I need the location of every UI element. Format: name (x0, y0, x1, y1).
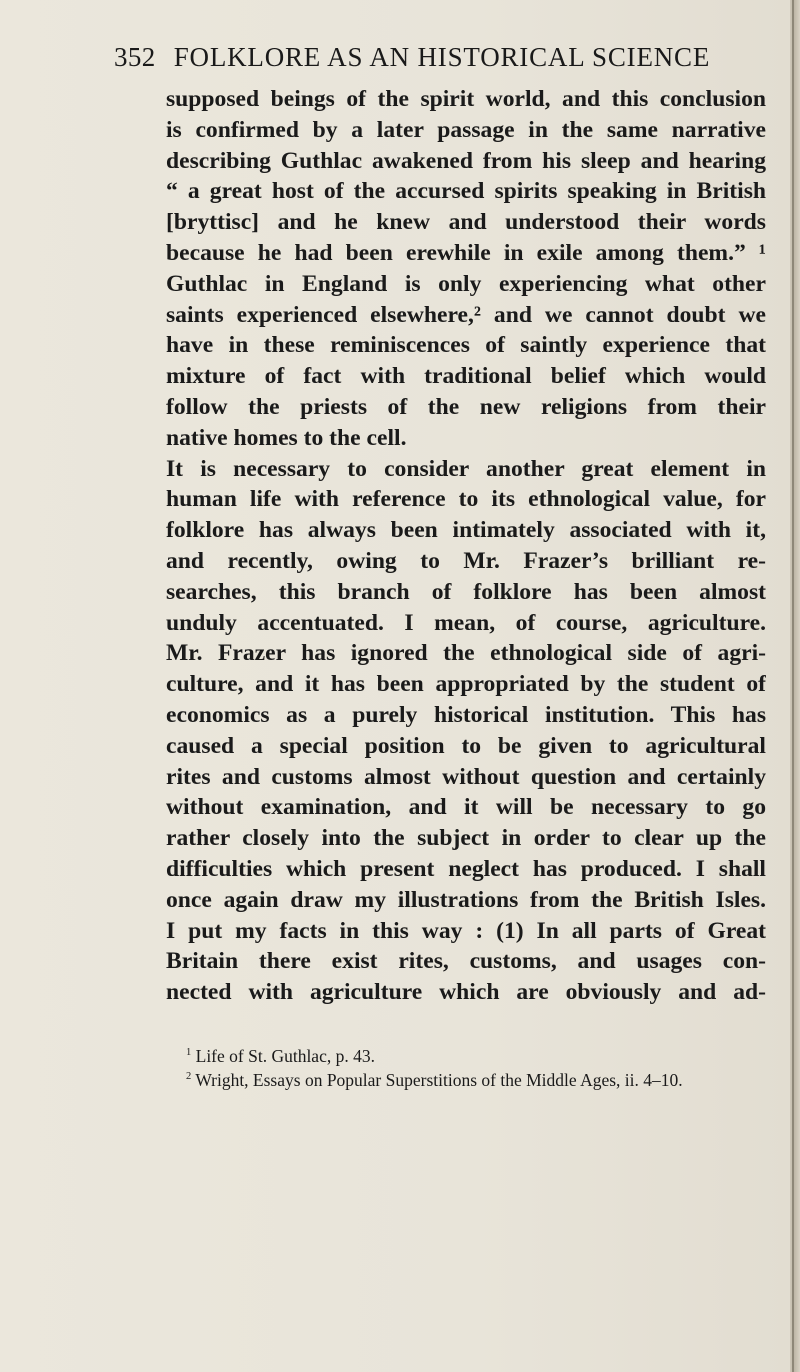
text-line: searches, this branch of folklore has been almost (166, 578, 766, 605)
text-line: culture, and it has been appropriated by the student of (166, 671, 766, 698)
text-line: supposed beings of the spirit world, and this conclusion (166, 86, 766, 112)
text-line: [bryttisc] and he knew and understood their words (166, 209, 766, 236)
running-title: FOLKLORE AS AN HISTORICAL SCIENCE (173, 42, 711, 72)
text-line: rather closely into the subject in order to clear up the (166, 825, 766, 852)
text-line: human life with reference to its ethnological value, for (166, 486, 766, 513)
running-header (114, 42, 754, 82)
text-line: It is necessary to consider another great element in (166, 455, 766, 482)
text-line: mixture of fact with traditional belief which would (166, 363, 766, 390)
text-line: native homes to the cell. (166, 424, 407, 451)
text-line: nected with agriculture which are obviously and ad- (166, 979, 766, 1006)
text-line: once again draw my illustrations from the British Isles. (166, 886, 766, 913)
footnote-1 (166, 1044, 766, 1068)
text-line: unduly accentuated. I mean, of course, agriculture. (166, 609, 766, 636)
text-line: is confirmed by a later passage in the same narrative (166, 116, 766, 143)
footnote-text: Wright, Essays on Popular Superstitions of the Middle Ages, ii. 4–10. (195, 1070, 683, 1090)
footnotes (166, 1044, 766, 1092)
footnote-2 (166, 1068, 766, 1092)
text-line: describing Guthlac awakened from his sleep and hearing (166, 147, 766, 174)
text-line: because he had been erewhile in exile among them.” ¹ (166, 239, 766, 266)
body-text (166, 84, 766, 1008)
text-line: rites and customs almost without question and certainly (166, 763, 766, 790)
text-line: economics as a purely historical institution. This has (166, 701, 766, 728)
page-edge (790, 0, 800, 1372)
text-line: Guthlac in England is only experiencing what other (166, 270, 766, 297)
text-line: difficulties which present neglect has produced. I shall (166, 855, 766, 882)
text-line: Britain there exist rites, customs, and usages con- (166, 948, 766, 975)
footnote-marker: 1 (186, 1047, 192, 1059)
page-number: 352 (114, 42, 156, 72)
text-line: without examination, and it will be necessary to go (166, 794, 766, 821)
text-line: folklore has always been intimately associated with it, (166, 517, 766, 544)
text-line: follow the priests of the new religions from their (166, 393, 766, 420)
footnote-text: Life of St. Guthlac, p. 43. (195, 1046, 375, 1066)
text-line: have in these reminiscences of saintly experience that (166, 332, 766, 359)
text-line: Mr. Frazer has ignored the ethnological side of agri- (166, 640, 766, 667)
text-line: saints experienced elsewhere,² and we cannot doubt we (166, 301, 766, 328)
text-line: and recently, owing to Mr. Frazer’s brilliant re- (166, 547, 766, 574)
text-line: I put my facts in this way : (1) In all parts of Great (166, 917, 766, 944)
footnote-marker: 2 (186, 1071, 192, 1083)
text-line: caused a special position to be given to agricultural (166, 732, 766, 759)
text-line: “ a great host of the accursed spirits speaking in British (166, 178, 766, 205)
